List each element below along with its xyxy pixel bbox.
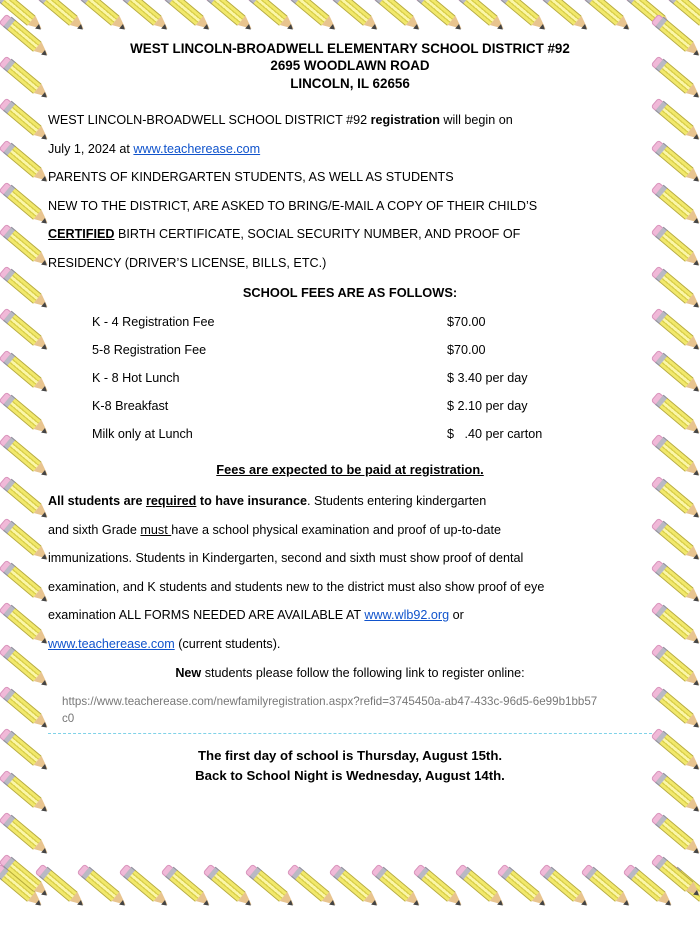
new-students-bold: New	[175, 666, 202, 681]
divider	[48, 733, 652, 734]
pencil-icon	[203, 0, 256, 34]
pencil-icon	[651, 139, 700, 186]
fee-amount: $70.00	[447, 315, 486, 330]
pencil-icon	[413, 0, 466, 34]
pencil-icon	[651, 55, 700, 102]
fee-label: K-8 Breakfast	[92, 398, 169, 413]
pencil-icon	[651, 643, 700, 690]
pencil-icon	[161, 0, 214, 34]
fees-table	[92, 309, 542, 448]
fee-label: Milk only at Lunch	[92, 426, 193, 441]
pencil-icon	[623, 0, 676, 34]
pencil-icon	[0, 265, 51, 312]
intro-line-1	[48, 106, 652, 134]
first-day-line: The first day of school is Thursday, August 15th.	[197, 748, 503, 764]
pencil-icon	[0, 0, 45, 34]
pencil-icon	[665, 0, 700, 34]
fee-amount: $70.00	[447, 343, 486, 358]
teacherease-link-bottom[interactable]: www.teacherease.com	[48, 636, 175, 651]
fee-label: K - 8 Hot Lunch	[92, 370, 180, 385]
pencil-icon	[651, 265, 700, 312]
pencil-icon	[651, 727, 700, 774]
pencil-icon	[0, 181, 51, 228]
document-content	[48, 40, 652, 890]
pencil-icon	[665, 863, 700, 910]
insurance-text-2: and sixth Grade	[48, 522, 141, 537]
pencil-icon	[0, 97, 51, 144]
pencil-icon	[0, 727, 51, 774]
pencil-icon	[0, 601, 51, 648]
pencil-icon	[651, 181, 700, 228]
must-emphasis: must	[140, 522, 172, 537]
pencil-icon	[581, 0, 634, 34]
insurance-text-3: have a school physical examination and proof of up-to-date	[171, 522, 501, 537]
pencil-icon	[651, 349, 700, 396]
pencil-icon	[0, 223, 51, 270]
pencil-icon	[0, 769, 51, 816]
pencil-icon	[0, 853, 51, 900]
insurance-paragraph	[48, 487, 652, 658]
required-emphasis: required	[145, 494, 197, 509]
pencil-icon	[0, 349, 51, 396]
insurance-line-5	[48, 601, 652, 629]
pencil-icon	[651, 223, 700, 270]
table-row	[92, 364, 542, 392]
teacherease-link-top[interactable]: www.teacherease.com	[133, 141, 261, 156]
pencil-icon	[651, 685, 700, 732]
insurance-line-4: examination, and K students and students new to the district must also show proof of eye	[48, 579, 545, 594]
pencil-icon	[0, 863, 45, 910]
pencil-icon	[651, 559, 700, 606]
pencil-icon	[0, 643, 51, 690]
closing-block	[48, 746, 652, 784]
pencil-icon	[455, 0, 508, 34]
fees-heading: SCHOOL FEES ARE AS FOLLOWS:	[242, 284, 458, 300]
insurance-line-2	[48, 516, 652, 544]
intro-paragraph	[48, 106, 652, 277]
insurance-text-6: (current students).	[174, 636, 281, 651]
intro-line-5	[48, 220, 652, 248]
pencil-icon	[0, 475, 51, 522]
pencil-icon	[0, 685, 51, 732]
pencil-icon	[0, 391, 51, 438]
table-row	[92, 392, 542, 420]
fee-amount: $ 3.40 per day	[447, 370, 528, 385]
insurance-text-5: or	[449, 608, 464, 623]
fee-amount: $ .40 per carton	[447, 426, 543, 441]
table-row	[92, 420, 542, 448]
district-address: 2695 WOODLAWN ROAD	[270, 58, 430, 74]
insurance-text-1: . Students entering kindergarten	[306, 494, 487, 509]
pencil-icon	[497, 0, 550, 34]
pencil-icon	[0, 433, 51, 480]
back-to-school-night-line: Back to School Night is Wednesday, August 14th.	[195, 767, 505, 783]
pencil-icon	[651, 853, 700, 900]
intro-line-2	[48, 135, 652, 163]
table-row	[92, 337, 542, 365]
insurance-line-1	[48, 487, 652, 515]
intro-registration-bold: registration	[370, 113, 440, 128]
pencil-icon	[0, 307, 51, 354]
district-name: WEST LINCOLN-BROADWELL ELEMENTARY SCHOOL DISTRICT #92	[130, 41, 570, 56]
register-online-text: students please follow the following link to register online:	[201, 666, 525, 681]
table-row	[92, 309, 542, 337]
registration-url[interactable]: https://www.teacherease.com/newfamilyregistration.aspx?refid=3745450a-ab47-433c-96d5-6e99b1bb57c0	[62, 694, 598, 725]
pencil-icon	[651, 391, 700, 438]
fee-amount: $ 2.10 per day	[447, 398, 528, 413]
pencil-icon	[0, 559, 51, 606]
fee-label: K - 4 Registration Fee	[92, 315, 215, 330]
intro-text-2: will begin on	[439, 113, 513, 128]
insurance-bold-2: to have insurance	[196, 494, 307, 509]
insurance-line-3: immunizations. Students in Kindergarten, second and sixth must show proof of dental	[48, 551, 524, 566]
pencil-icon	[77, 0, 130, 34]
pencil-icon	[0, 811, 51, 858]
fees-payment-note: Fees are expected to be paid at registration.	[216, 461, 484, 477]
pencil-icon	[651, 307, 700, 354]
certified-emphasis: CERTIFIED	[48, 227, 115, 242]
pencil-icon	[245, 0, 298, 34]
page-title	[48, 40, 652, 92]
register-online-line	[48, 667, 652, 680]
pencil-icon	[651, 811, 700, 858]
pencil-icon	[0, 139, 51, 186]
fee-label: 5-8 Registration Fee	[92, 343, 207, 358]
intro-line-3: PARENTS OF KINDERGARTEN STUDENTS, AS WELL AS STUDENTS	[48, 170, 454, 185]
pencil-icon	[35, 0, 88, 34]
pencil-icon	[371, 0, 424, 34]
pencil-icon	[329, 0, 382, 34]
pencil-icon	[651, 601, 700, 648]
intro-text-5: BIRTH CERTIFICATE, SOCIAL SECURITY NUMBER, AND PROOF OF	[114, 227, 521, 242]
pencil-icon	[119, 0, 172, 34]
insurance-text-4: examination ALL FORMS NEEDED ARE AVAILABLE AT	[48, 608, 365, 623]
pencil-icon	[651, 13, 700, 60]
pencil-icon	[651, 769, 700, 816]
insurance-line-6	[48, 630, 652, 658]
intro-date: July 1, 2024 at	[48, 141, 134, 156]
pencil-icon	[651, 517, 700, 564]
pencil-icon	[651, 475, 700, 522]
district-city-state-zip: LINCOLN, IL 62656	[290, 75, 410, 91]
intro-text-1: WEST LINCOLN-BROADWELL SCHOOL DISTRICT #92	[48, 113, 371, 128]
pencil-icon	[287, 0, 340, 34]
pencil-icon	[651, 433, 700, 480]
intro-line-6: RESIDENCY (DRIVER’S LICENSE, BILLS, ETC.)	[48, 255, 327, 270]
wlb92-link[interactable]: www.wlb92.org	[364, 608, 450, 623]
intro-line-4: NEW TO THE DISTRICT, ARE ASKED TO BRING/E-MAIL A COPY OF THEIR CHILD’S	[48, 198, 538, 213]
pencil-icon	[0, 13, 51, 60]
pencil-icon	[539, 0, 592, 34]
insurance-bold-1: All students are	[48, 494, 146, 509]
pencil-icon	[651, 97, 700, 144]
pencil-icon	[0, 55, 51, 102]
pencil-icon	[0, 517, 51, 564]
